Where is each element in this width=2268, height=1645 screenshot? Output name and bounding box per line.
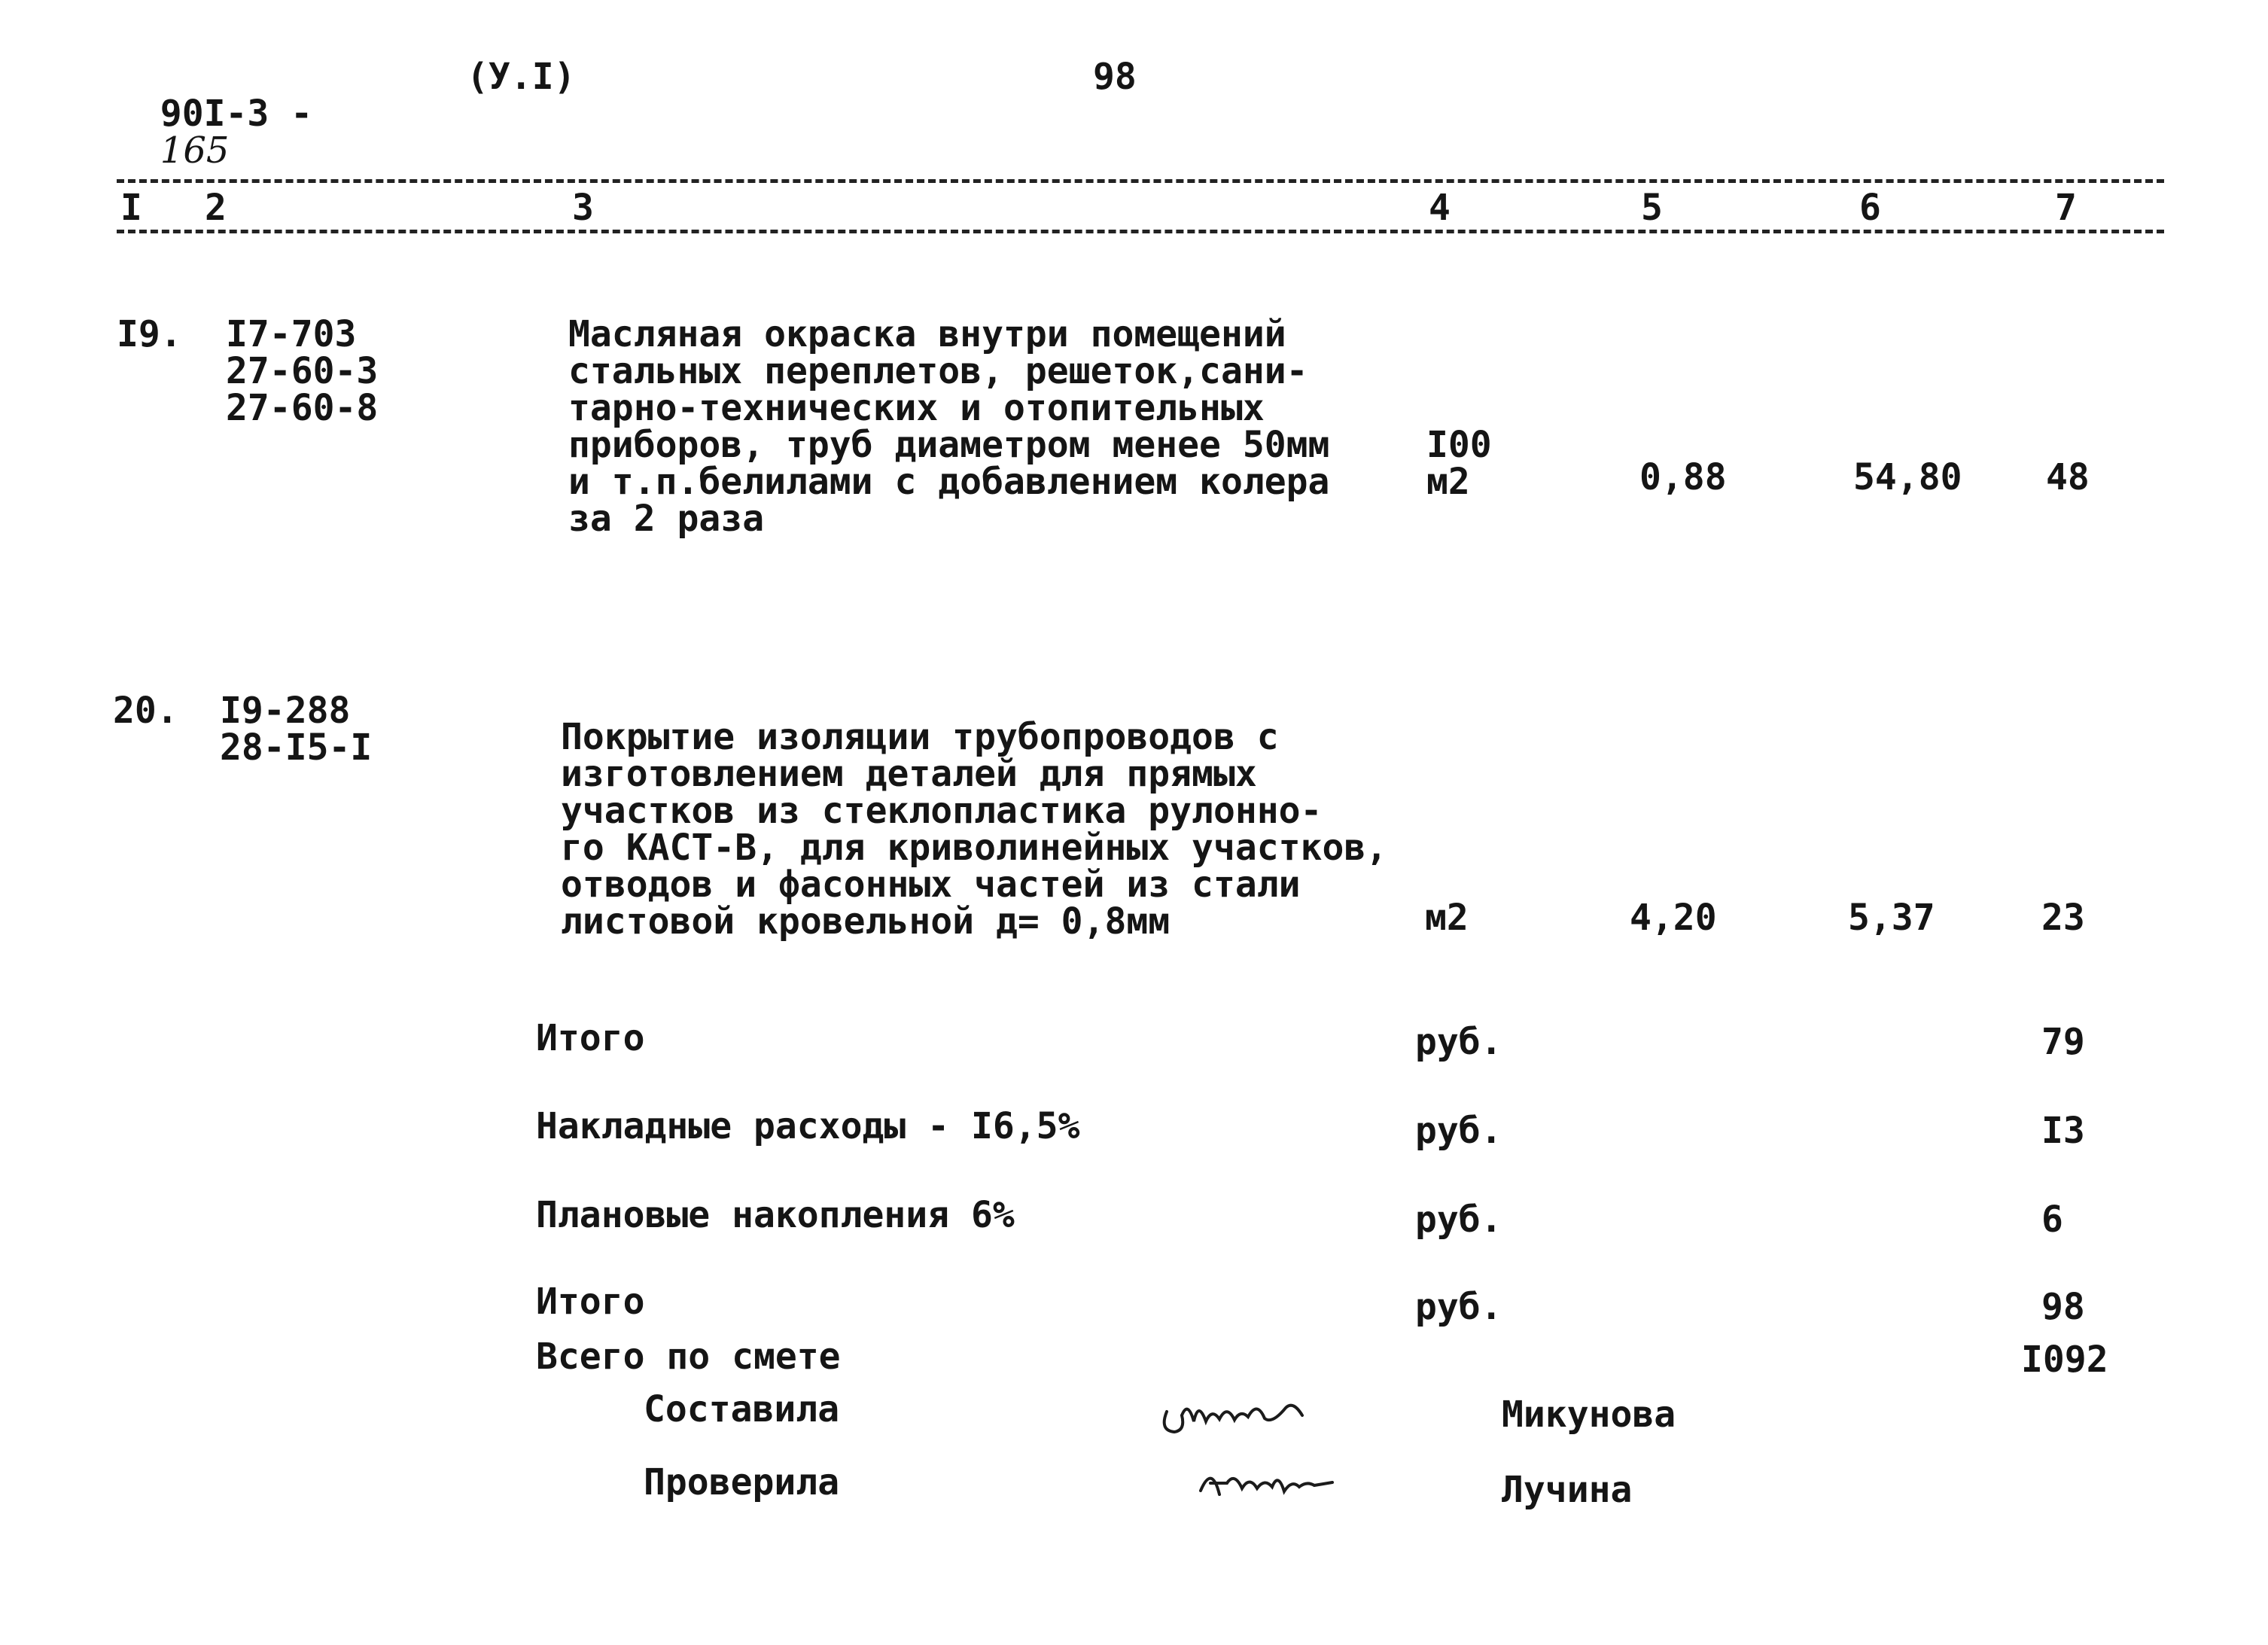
header-bottom-rule — [117, 230, 2164, 233]
document-code-prefix: 90I-3 - — [160, 93, 313, 135]
row-description-line: изготовлением деталей для прямых — [561, 753, 1257, 795]
row-code: I9-288 — [220, 690, 351, 732]
row-description-line: отводов и фасонных частей из стали — [561, 864, 1301, 906]
column-header-3: 3 — [572, 187, 594, 229]
row-total: 23 — [2041, 897, 2085, 939]
summary-label: Итого — [536, 1281, 645, 1323]
summary-unit: руб. — [1415, 1286, 1502, 1328]
page-number: 98 — [1093, 56, 1137, 98]
summary-label: Плановые накопления 6% — [536, 1194, 1015, 1236]
row-description-line: участков из стеклопластика рулонно- — [561, 790, 1323, 832]
row-description-line: приборов, труб диаметром менее 50мм — [568, 424, 1330, 466]
document-code — [117, 59, 313, 172]
row-description-line: го КАСТ-В, для криволинейных участков, — [561, 827, 1388, 869]
row-quantity: 0,88 — [1639, 456, 1727, 498]
row-code: 27-60-8 — [226, 387, 379, 429]
summary-unit: руб. — [1415, 1021, 1502, 1063]
row-description-line: листовой кровельной д= 0,8мм — [561, 900, 1171, 943]
row-description-line: тарно-технических и отопительных — [568, 387, 1265, 429]
header-top-rule — [117, 179, 2164, 183]
handwritten-signature-compiled — [1152, 1378, 1332, 1445]
signature-name-checked: Лучина — [1502, 1469, 1633, 1511]
row-description-line: за 2 раза — [568, 498, 765, 540]
row-unit: м2 — [1426, 461, 1470, 503]
grand-total-label: Всего по смете — [536, 1336, 841, 1378]
summary-value: I3 — [2041, 1110, 2085, 1152]
column-header-4: 4 — [1429, 187, 1451, 229]
row-description-line: и т.п.белилами с добавлением колера — [568, 461, 1330, 503]
row-description-line: Покрытие изоляции трубопроводов с — [561, 716, 1279, 758]
row-code: I7-703 — [226, 313, 357, 355]
column-header-1: I — [120, 187, 142, 229]
summary-label: Итого — [536, 1017, 645, 1059]
row-unit: I00 — [1426, 424, 1492, 466]
handwritten-signature-checked — [1189, 1449, 1370, 1517]
row-number: 20. — [113, 690, 178, 732]
row-quantity: 4,20 — [1630, 897, 1717, 939]
row-number: I9. — [117, 313, 182, 355]
row-unit-price: 5,37 — [1848, 897, 1935, 939]
summary-value: 98 — [2041, 1286, 2085, 1328]
summary-label: Накладные расходы - I6,5% — [536, 1105, 1080, 1147]
row-unit-price: 54,80 — [1853, 456, 1962, 498]
row-total: 48 — [2046, 456, 2090, 498]
volume-label: (У.I) — [467, 56, 576, 98]
column-header-7: 7 — [2055, 187, 2077, 229]
signature-role-checked: Проверила — [644, 1461, 840, 1503]
summary-value: 6 — [2041, 1199, 2063, 1241]
row-code: 27-60-3 — [226, 350, 379, 392]
column-header-5: 5 — [1641, 187, 1663, 229]
summary-unit: руб. — [1415, 1110, 1502, 1152]
row-description-line: Масляная окраска внутри помещений — [568, 313, 1286, 355]
grand-total-value: I092 — [2021, 1339, 2108, 1381]
signature-role-compiled: Составила — [644, 1388, 840, 1430]
column-header-2: 2 — [205, 187, 227, 229]
column-header-6: 6 — [1859, 187, 1881, 229]
row-code: 28-I5-I — [220, 727, 373, 769]
summary-value: 79 — [2041, 1021, 2085, 1063]
document-code-handwritten: 165 — [160, 129, 230, 172]
row-unit: м2 — [1425, 897, 1469, 939]
summary-unit: руб. — [1415, 1199, 1502, 1241]
row-description-line: стальных переплетов, решеток,сани- — [568, 350, 1308, 392]
signature-name-compiled: Микунова — [1502, 1394, 1676, 1436]
